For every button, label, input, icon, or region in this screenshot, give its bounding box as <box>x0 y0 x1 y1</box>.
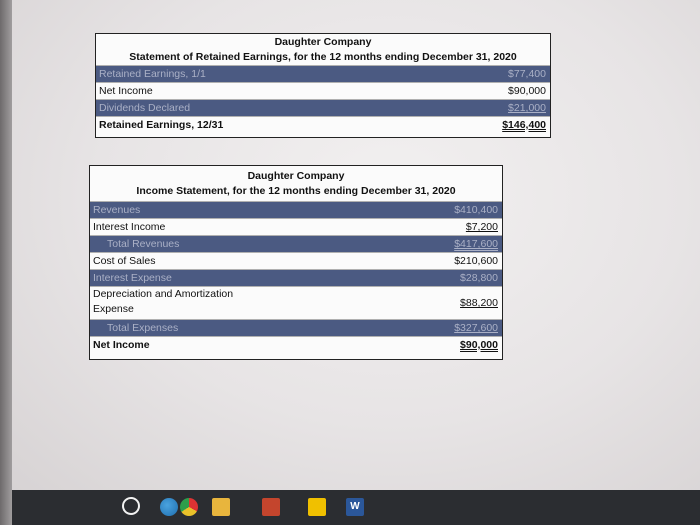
row-value: $90,000 <box>508 85 546 97</box>
table-row[interactable] <box>90 286 502 319</box>
row-label: Cost of Sales <box>93 255 156 267</box>
chrome-icon[interactable] <box>180 498 198 516</box>
is-statement-title: Income Statement, for the 12 months ending December 31, 2020 <box>136 185 456 197</box>
table-row[interactable] <box>90 201 502 218</box>
retained-earnings-table <box>95 33 551 138</box>
word-icon[interactable] <box>346 498 364 516</box>
table-row[interactable] <box>96 65 550 82</box>
row-label: Total Expenses <box>107 322 179 334</box>
row-label: Interest Expense <box>93 272 172 284</box>
is-company-title: Daughter Company <box>247 170 345 182</box>
row-value: $21,000 <box>508 102 546 114</box>
table-row[interactable] <box>96 82 550 99</box>
row-label: Net Income <box>93 339 150 351</box>
row-value: $77,400 <box>508 68 546 80</box>
app-icon[interactable] <box>308 498 326 516</box>
edge-icon[interactable] <box>160 498 178 516</box>
row-value: $146,400 <box>502 119 546 131</box>
row-label: Dividends Declared <box>99 102 191 114</box>
row-value: $417,600 <box>454 238 498 250</box>
file-explorer-icon[interactable] <box>212 498 230 516</box>
cortana-icon[interactable] <box>122 497 140 515</box>
table-row[interactable] <box>90 252 502 269</box>
row-value: $28,800 <box>460 272 498 284</box>
re-company-title: Daughter Company <box>274 36 372 48</box>
powerpoint-icon[interactable] <box>262 498 280 516</box>
row-value: $88,200 <box>460 297 498 309</box>
income-statement-table <box>89 165 503 360</box>
table-row[interactable] <box>90 235 502 252</box>
row-value: $210,600 <box>454 255 498 267</box>
row-label: Revenues <box>93 204 141 216</box>
row-label: Retained Earnings, 1/1 <box>99 68 206 80</box>
row-label: Interest Income <box>93 221 166 233</box>
desktop <box>12 0 700 490</box>
table-row[interactable] <box>90 269 502 286</box>
table-row[interactable] <box>90 319 502 336</box>
row-value: $410,400 <box>454 204 498 216</box>
row-label: Total Revenues <box>107 238 180 250</box>
taskbar <box>12 490 700 525</box>
row-value: $327,600 <box>454 322 498 334</box>
table-row[interactable] <box>96 99 550 116</box>
table-row[interactable] <box>96 116 550 133</box>
word-icon-label: W <box>350 501 360 512</box>
row-label: Retained Earnings, 12/31 <box>99 119 224 131</box>
table-row[interactable] <box>90 336 502 353</box>
row-label: Net Income <box>99 85 153 97</box>
row-value: $90,000 <box>460 339 498 351</box>
re-statement-title: Statement of Retained Earnings, for the 12 months ending December 31, 2020 <box>129 51 517 63</box>
row-value: $7,200 <box>465 221 498 233</box>
table-row[interactable] <box>90 218 502 235</box>
row-label: Depreciation and Amortization Expense <box>93 288 234 315</box>
